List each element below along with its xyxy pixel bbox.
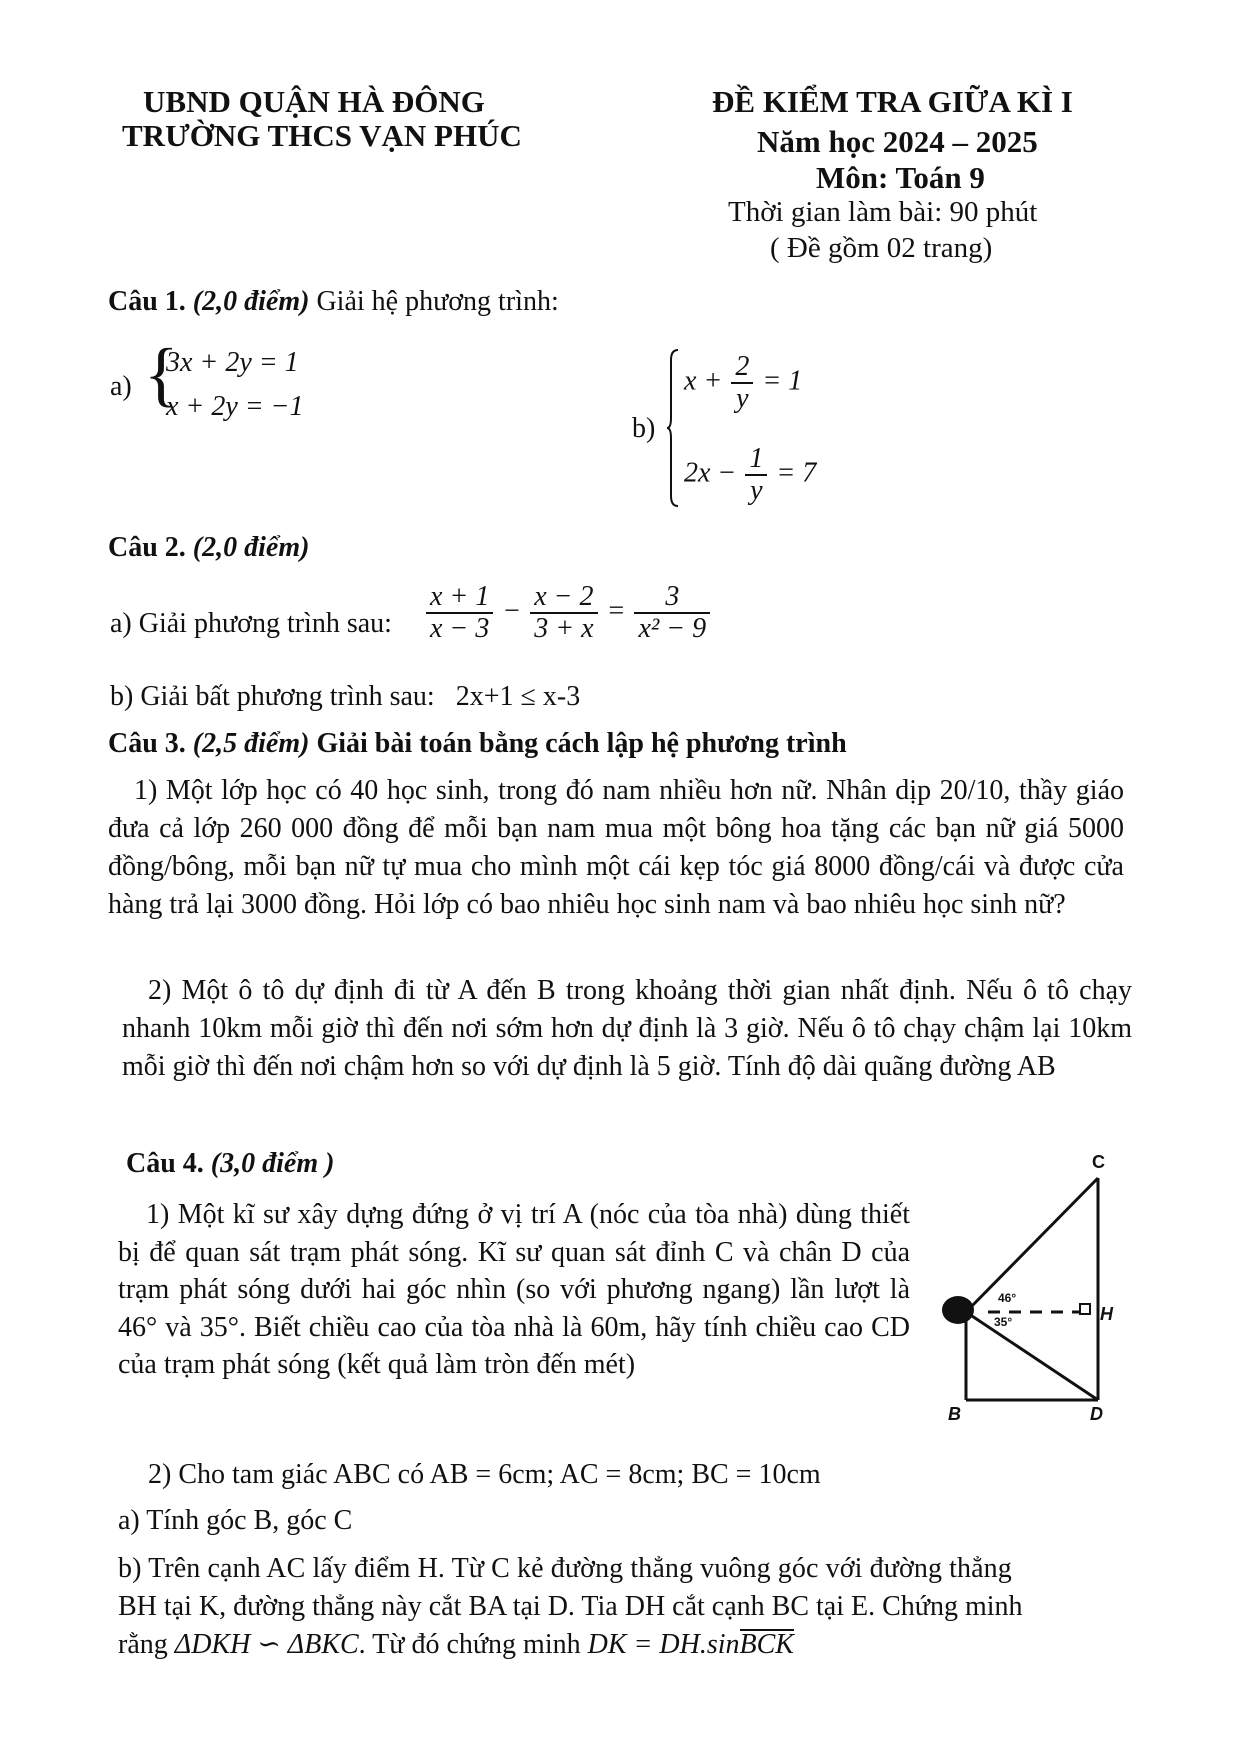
school-year: Năm học 2024 – 2025 — [757, 124, 1038, 159]
question-2-title — [108, 532, 309, 564]
q2b-text: b) Giải bất phương trình sau: 2x+1 ≤ x-3 — [110, 681, 581, 712]
question-4-part-2b-line-1: b) Trên cạnh AC lấy điểm H. Từ C kẻ đường thẳng vuông góc với đường thẳng — [118, 1553, 1012, 1584]
right-angle-H — [1080, 1304, 1090, 1314]
question-4-label: Câu 4. — [126, 1148, 204, 1179]
sight-line-AD — [966, 1312, 1098, 1400]
q1a-equation-2: x + 2y = −1 — [166, 391, 304, 422]
exam-title: ĐỀ KIỂM TRA GIỮA KÌ I — [712, 84, 1073, 119]
question-4-part-2b-line-2: BH tại K, đường thẳng này cắt BA tại D. Tia DH cắt cạnh BC tại E. Chứng minh — [118, 1591, 1023, 1622]
q1b-equation-1: x + $\frac{2}{y}$ = 1 — [684, 351, 803, 414]
question-3-part-1: 1) Một lớp học có 40 học sinh, trong đó nam nhiều hơn nữ. Nhân dịp 20/10, thầy giáo đưa cả lớp 260 000 đồng để mỗi bạn nam mua một bông hoa tặng các bạn nữ giá 5000 đồng/bông, mỗi bạn nữ tự mua cho mình một cái kẹp tóc giá 8000 đồng/cái và được cửa hàng trả lại 3000 đồng. Hỏi lớp có bao nhiêu học sinh nam và bao nhiêu học sinh nữ? — [108, 775, 1124, 920]
question-3-title — [108, 728, 847, 760]
label-H: H — [1100, 1304, 1113, 1324]
q2a-text: a) Giải phương trình sau: — [110, 608, 392, 639]
question-1-prompt: Giải hệ phương trình: — [316, 286, 559, 317]
page-count: ( Đề gồm 02 trang) — [770, 232, 993, 264]
q2a-equation: $\frac{x + 1}{x - 3}$ − $\frac{x - 2}{3 + x}$ = $\frac{3}{\text{x² − 9}}$ — [424, 582, 712, 644]
label-D: D — [1090, 1404, 1103, 1424]
question-3-points: (2,5 điểm) — [192, 728, 310, 759]
q1b-brace — [666, 348, 680, 508]
q1a-equation-1: 3x + 2y = 1 — [166, 347, 299, 378]
question-2-label: Câu 2. — [108, 532, 186, 563]
duration: Thời gian làm bài: 90 phút — [728, 196, 1038, 228]
formula: DK = DH.sinBCK — [587, 1629, 794, 1660]
school-name: TRƯỜNG THCS VẠN PHÚC — [122, 118, 522, 153]
question-4-points: (3,0 điểm ) — [210, 1148, 335, 1179]
subject: Môn: Toán 9 — [816, 160, 985, 195]
question-4-part-2: 2) Cho tam giác ABC có AB = 6cm; AC = 8cm; BC = 10cm — [148, 1459, 821, 1490]
angle-35: 35° — [994, 1315, 1013, 1329]
q1a-label: a) — [110, 371, 132, 402]
question-3-label: Câu 3. — [108, 728, 186, 759]
label-B: B — [948, 1404, 961, 1424]
observer-A — [942, 1296, 974, 1324]
angle-BCK: BCK — [739, 1629, 794, 1660]
question-4-part-2b-line-3: rằng ΔDKH ∽ ΔBKC. Từ đó chứng minh DK = DH.sinBCK — [118, 1629, 794, 1660]
angle-46: 46° — [998, 1291, 1017, 1305]
q2b-inequality: 2x+1 ≤ x-3 — [455, 681, 581, 712]
question-1-points: (2,0 điểm) — [192, 286, 310, 317]
q1a-brace: { — [144, 334, 179, 414]
question-4-part-1: 1) Một kĩ sư xây dựng đứng ở vị trí A (nóc của tòa nhà) dùng thiết bị để quan sát trạm phát sóng. Kĩ sư quan sát đỉnh C và chân D của trạm phát sóng dưới hai góc nhìn (so với phương ngang) lần lượt là 46° và 35°. Biết chiều cao của tòa nhà là 60m, hãy tính chiều cao CD của trạm phát sóng (kết quả làm tròn đến mét) — [118, 1199, 910, 1380]
question-3-part-2: 2) Một ô tô dự định đi từ A đến B trong khoảng thời gian nhất định. Nếu ô tô chạy nhanh 10km mỗi giờ thì đến nơi sớm hơn dự định là 3 giờ. Nếu ô tô chạy chậm lại 10km mỗi giờ thì đến nơi chậm hơn so với dự định là 5 giờ. Tính độ dài quãng đường AB — [122, 975, 1132, 1082]
sight-line-AC — [966, 1178, 1098, 1312]
question-3-prompt: Giải bài toán bằng cách lập hệ phương trình — [316, 728, 847, 759]
question-1-label: Câu 1. — [108, 286, 186, 317]
q1b-equation-2: 2x − $\frac{1}{y}$ = 7 — [684, 443, 817, 506]
question-4-part-2a: a) Tính góc B, góc C — [118, 1505, 353, 1536]
question-2-points: (2,0 điểm) — [192, 532, 310, 563]
q1b-label: b) — [632, 413, 656, 444]
similarity-statement: ΔDKH ∽ ΔBKC — [174, 1629, 359, 1660]
question-4-title — [126, 1148, 334, 1180]
question-1-title — [108, 286, 559, 318]
label-C: C — [1092, 1152, 1105, 1172]
tower-figure — [940, 1148, 1130, 1428]
school-district: UBND QUẬN HÀ ĐÔNG — [143, 84, 485, 119]
